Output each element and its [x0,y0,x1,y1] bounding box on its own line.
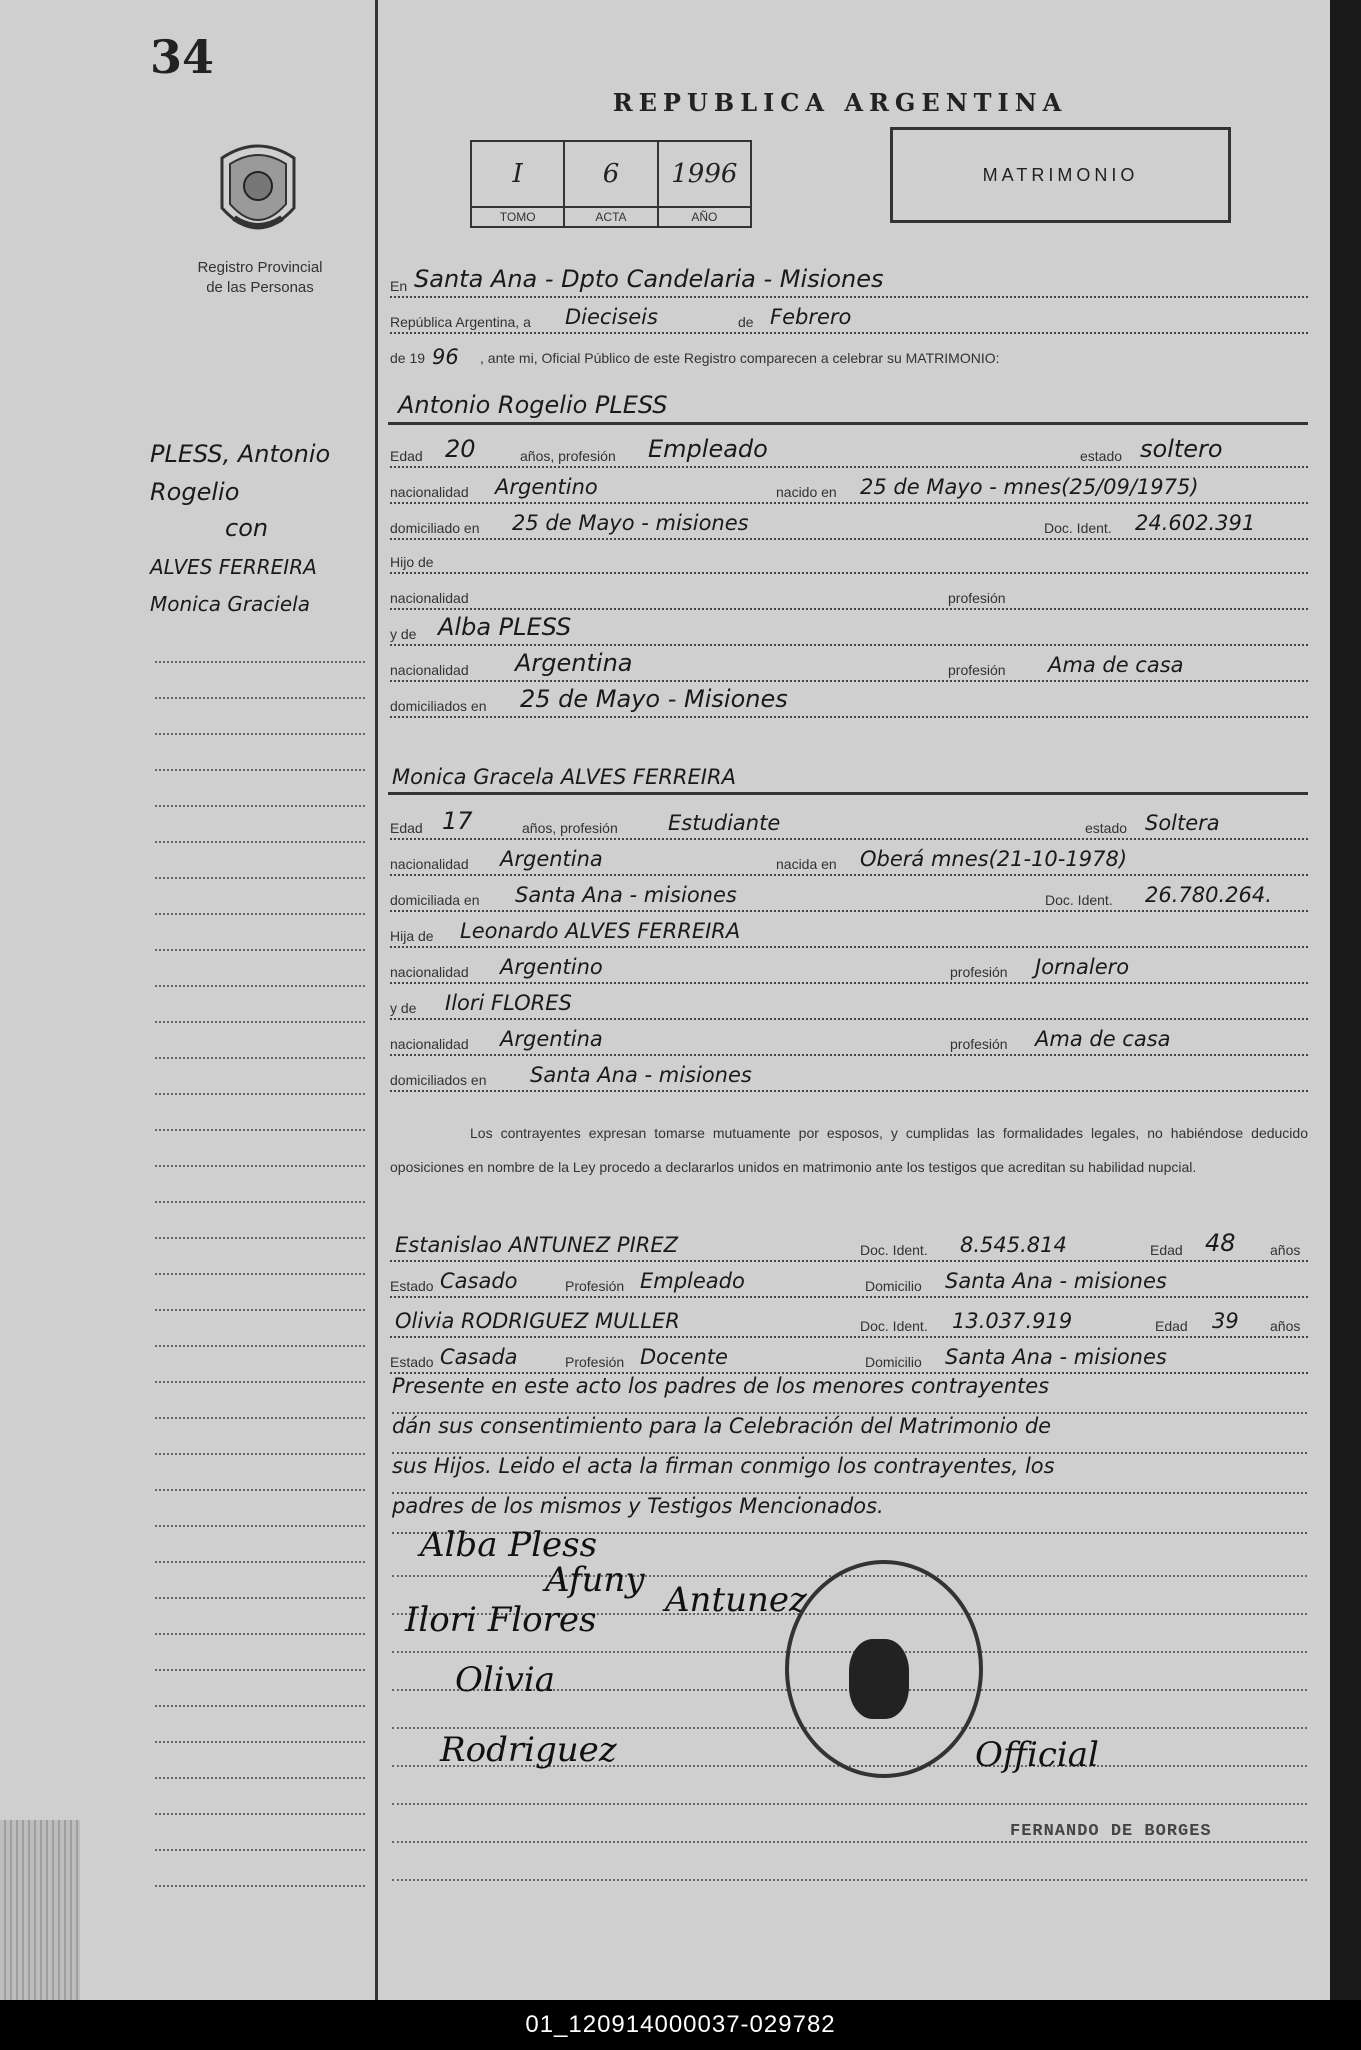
margin-ruled-line [155,1092,365,1095]
day-value: Dieciseis [565,305,658,329]
edad-label: Edad [390,820,423,836]
margin-ruled-line [155,768,365,771]
hija-label: Hija de [390,928,434,944]
margin-note-line: con [225,514,269,542]
margin-ruled-line [155,1668,365,1671]
bride-father-profession: Jornalero [1035,955,1130,979]
bride-age: 17 [442,807,473,835]
margin-ruled-line [155,1704,365,1707]
bride-father-nac-line [390,948,1308,984]
note-line: Presente en este acto los padres de los menores contrayentes [392,1374,1307,1414]
ruled-line [392,1802,1307,1805]
ruled-line [392,1878,1307,1881]
bride-father: Leonardo ALVES FERREIRA [460,919,741,943]
margin-ruled-line [155,732,365,735]
margin-ruled-line [155,1416,365,1419]
note-line: dán sus consentimiento para la Celebración del Matrimonio de [392,1414,1307,1454]
margin-ruled-line [155,1524,365,1527]
witness2-line-1 [390,1302,1308,1338]
sheet-number: 34 [150,30,215,84]
signature-olivia: Olivia [455,1660,555,1700]
nacionalidad-label: nacionalidad [390,856,469,872]
bride-profession: Estudiante [668,811,781,835]
margin-note-line: Rogelio [150,478,240,506]
margin-divider [375,0,378,2000]
witness1-status: Casado [440,1269,518,1293]
official-round-stamp [785,1560,983,1778]
hijo-label: Hijo de [390,554,434,570]
bride-mother: Ilori FLORES [445,991,572,1015]
groom-row-3 [390,504,1308,540]
bride-nationality: Argentina [500,847,603,871]
margin-ruled-line [155,1020,365,1023]
profesion-label: años, profesión [522,820,618,836]
registry-line-1: Registro Provincial [197,259,323,276]
witness1-line-1 [390,1226,1308,1262]
groom-parents-address: 25 de Mayo - Misiones [520,685,788,713]
bride-father-nationality: Argentino [500,955,603,979]
de-label: de [738,314,754,330]
signature-alba-pless: Alba Pless [420,1525,598,1565]
tomo-label: TOMO [472,206,563,226]
witness2-line-2 [390,1338,1308,1374]
form-type-box: MATRIMONIO [890,127,1231,223]
doc-label: Doc. Ident. [1045,892,1113,908]
bride-row-1 [390,804,1308,840]
bride-doc: 26.780.264. [1145,883,1272,907]
witness2-status: Casada [440,1345,518,1369]
margin-ruled-line [155,1164,365,1167]
groom-age: 20 [445,435,476,463]
tomo-value: I [512,159,523,189]
margin-ruled-line [155,1344,365,1347]
edad-label: Edad [1150,1242,1183,1258]
registry-line-2: de las Personas [206,279,314,296]
profesion-label: Profesión [565,1278,625,1294]
ano-value: 1996 [671,159,738,189]
declaration-text: Los contrayentes expresan tomarse mutuamente por esposos, y cumplidas las formalidades legales, no habiéndose deducido oposiciones en nombre de la Ley procedo a declararlos unidos en matrimonio ante los testigos que acreditan su habilidad nupcial. [390,1125,1308,1175]
place-line [390,262,1308,298]
profesion-label: Profesión [565,1354,625,1370]
bride-parents-address-line [390,1056,1308,1092]
year-prefix: de 19 [390,350,426,366]
appear-line [390,338,1308,372]
profesion-label: profesión [948,590,1006,606]
page-stack-edges [0,1820,80,2000]
margin-ruled-line [155,1056,365,1059]
margin-ruled-line [155,1632,365,1635]
groom-doc: 24.602.391 [1135,511,1256,535]
margin-ruled-line [155,840,365,843]
groom-birthplace: 25 de Mayo - mnes(25/09/1975) [860,475,1199,499]
margin-note-line: PLESS, Antonio [150,440,331,468]
witness2-doc: 13.037.919 [952,1309,1073,1333]
witness2-name: Olivia RODRIGUEZ MULLER [395,1309,680,1333]
republica-label: República Argentina, a [390,314,531,330]
margin-ruled-line [155,1380,365,1383]
margin-ruled-line [155,912,365,915]
groom-address: 25 de Mayo - misiones [512,511,749,535]
bride-status: Soltera [1145,811,1220,835]
nacido-label: nacido en [776,484,837,500]
year-value: 96 [432,345,459,369]
bride-parents-address: Santa Ana - misiones [530,1063,752,1087]
nacionalidad-label: nacionalidad [390,590,469,606]
margin-ruled-line [155,1776,365,1779]
registry-label [150,258,370,298]
nacionalidad-label: nacionalidad [390,662,469,678]
groom-mother-line [390,610,1308,646]
witness2-address: Santa Ana - misiones [945,1345,1167,1369]
margin-ruled-line [155,1200,365,1203]
handwritten-note [392,1374,1307,1534]
place-value: Santa Ana - Dpto Candelaria - Misiones [414,265,884,293]
margin-ruled-line [155,876,365,879]
witness2-profession: Docente [640,1345,728,1369]
signature-ilori-flores: Ilori Flores [405,1600,597,1640]
margin-ruled-line [155,1740,365,1743]
ano-label: AÑO [659,206,750,226]
margin-ruled-line [155,984,365,987]
margin-ruled-line [155,1128,365,1131]
acta-label: ACTA [565,206,656,226]
margin-ruled-line [155,1596,365,1599]
groom-father-nac-line [390,574,1308,610]
groom-mother-nac-line [390,646,1308,682]
bride-row-3 [390,876,1308,912]
estado-label: estado [1080,448,1123,464]
margin-ruled-line [155,696,365,699]
bride-address: Santa Ana - misiones [515,883,737,907]
domicilio-label: Domicilio [865,1354,922,1370]
signature-afuny: Afuny [545,1560,645,1600]
bride-name-line [388,752,1308,795]
domiciliados-label: domiciliados en [390,1072,487,1088]
margin-ruled-line [155,1812,365,1815]
margin-ruled-line [155,1884,365,1887]
groom-nationality: Argentino [495,475,598,499]
official-type-stamp: FERNANDO DE BORGES [1010,1822,1212,1841]
profesion-label: profesión [950,1036,1008,1052]
witness1-line-2 [390,1262,1308,1298]
margin-ruled-line [155,1848,365,1851]
groom-name-line [388,382,1308,425]
doc-label: Doc. Ident. [1044,520,1112,536]
profesion-label: profesión [948,662,1006,678]
domiciliado-label: domiciliado en [390,520,480,536]
margin-ruled-line [155,1272,365,1275]
margin-note-line: ALVES FERREIRA [150,555,317,579]
bride-father-line [390,912,1308,948]
y-de-label: y de [390,626,417,642]
bride-row-2 [390,840,1308,876]
profesion-label: años, profesión [520,448,616,464]
en-label: En [390,278,408,294]
anos-label: años [1270,1318,1301,1334]
margin-ruled-line [155,948,365,951]
groom-mother-profession: Ama de casa [1048,653,1184,677]
bride-mother-profession: Ama de casa [1035,1027,1171,1051]
domiciliados-label: domiciliados en [390,698,487,714]
nacida-label: nacida en [776,856,837,872]
bride-mother-line [390,984,1308,1020]
provincial-seal-icon [212,138,304,248]
note-line: sus Hijos. Leido el acta la firman conmigo los contrayentes, los [392,1454,1307,1494]
margin-ruled-line [155,1236,365,1239]
nacionalidad-label: nacionalidad [390,1036,469,1052]
estado-label: Estado [390,1278,434,1294]
doc-label: Doc. Ident. [860,1318,928,1334]
scan-id-footer: 01_120914000037-029782 [0,2000,1361,2050]
margin-ruled-line [155,804,365,807]
domicilio-label: Domicilio [865,1278,922,1294]
date-line [390,298,1308,334]
bride-mother-nationality: Argentina [500,1027,603,1051]
signature-rodriguez: Rodriguez [440,1730,617,1770]
acta-value: 6 [602,159,620,189]
profesion-label: profesión [950,964,1008,980]
groom-row-2 [390,468,1308,504]
month-value: Febrero [770,305,852,329]
country-title: REPUBLICA ARGENTINA [612,88,1068,117]
domiciliada-label: domiciliada en [390,892,480,908]
nacionalidad-label: nacionalidad [390,964,469,980]
witness2-age: 39 [1212,1309,1239,1333]
signature-antunez: Antunez [665,1580,807,1620]
bride-birthplace: Oberá mnes(21-10-1978) [860,847,1128,871]
margin-ruled-line [155,1308,365,1311]
witness1-age: 48 [1205,1229,1236,1257]
margin-note-line: Monica Graciela [150,592,310,616]
groom-status: soltero [1140,435,1223,463]
margin-ruled-line [155,1452,365,1455]
groom-row-1 [390,432,1308,468]
groom-mother: Alba PLESS [438,613,572,641]
doc-label: Doc. Ident. [860,1242,928,1258]
estado-label: estado [1085,820,1128,836]
witness1-name: Estanislao ANTUNEZ PIREZ [395,1233,679,1257]
bride-mother-nac-line [390,1020,1308,1056]
bride-name: Monica Gracela ALVES FERREIRA [392,765,736,789]
estado-label: Estado [390,1354,434,1370]
groom-father-line [390,538,1308,574]
margin-ruled-line [155,1488,365,1491]
groom-parents-address-line [390,682,1308,718]
signature-official: Official [975,1735,1099,1775]
margin-ruled-line [155,660,365,663]
tomo-acta-ano-box [470,140,752,228]
appear-text: , ante mi, Oficial Público de este Registro comparecen a celebrar su MATRIMONIO: [480,350,1000,366]
witness1-address: Santa Ana - misiones [945,1269,1167,1293]
margin-ruled-line [155,1560,365,1563]
witness1-doc: 8.545.814 [960,1233,1067,1257]
edad-label: Edad [390,448,423,464]
y-de-label: y de [390,1000,417,1016]
groom-profession: Empleado [648,435,768,463]
witness1-profession: Empleado [640,1269,745,1293]
note-line: padres de los mismos y Testigos Mencionados. [392,1494,1307,1534]
groom-name: Antonio Rogelio PLESS [398,391,668,419]
edad-label: Edad [1155,1318,1188,1334]
groom-mother-nationality: Argentina [515,649,633,677]
anos-label: años [1270,1242,1301,1258]
nacionalidad-label: nacionalidad [390,484,469,500]
